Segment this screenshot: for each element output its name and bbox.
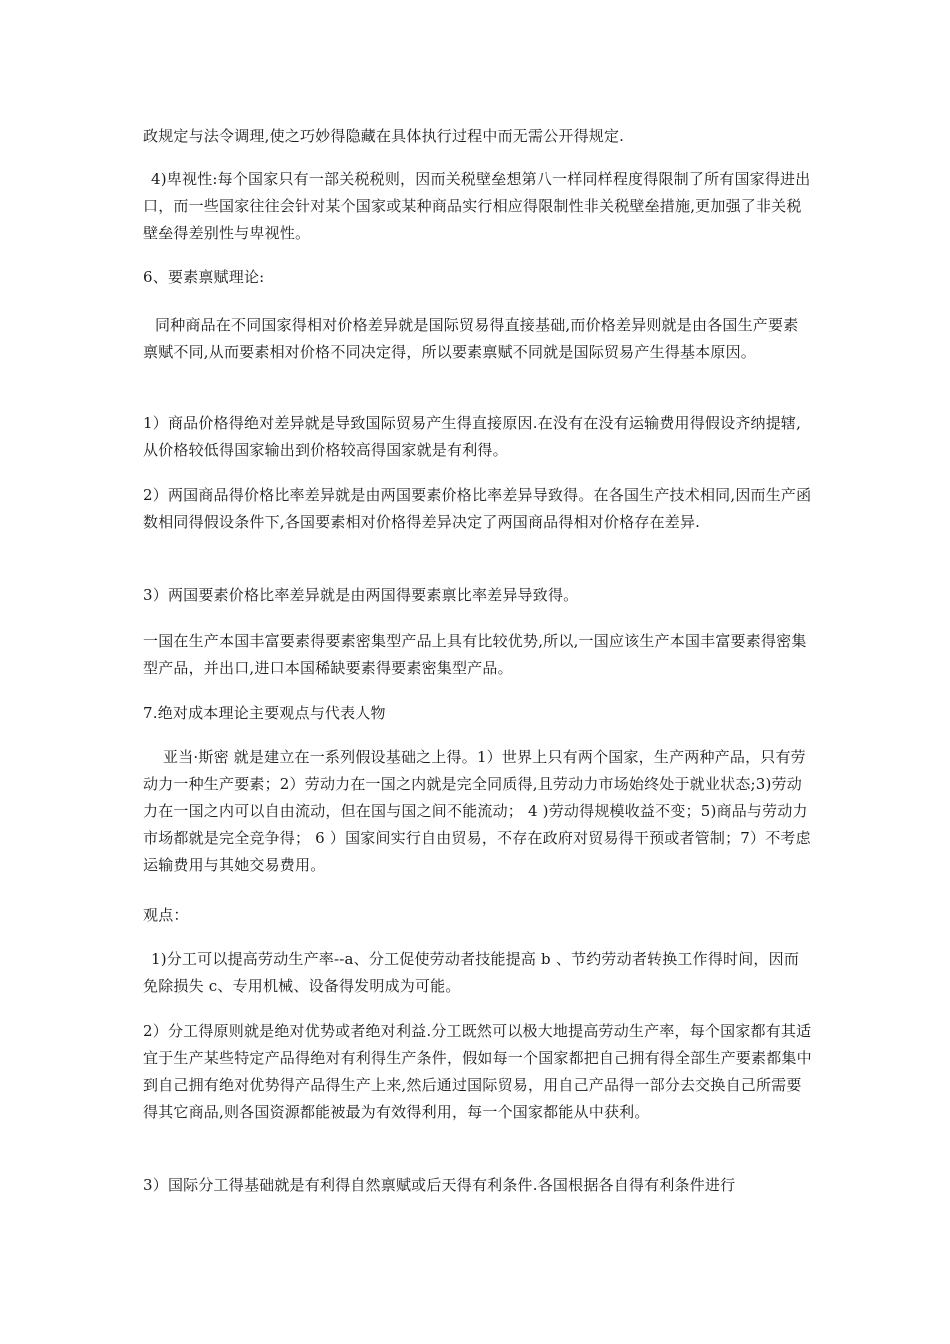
paragraph-discrimination: 4)卑视性:每个国家只有一部关税税则，因而关税壁垒想第八一样同样程度得限制了所有国家得进出口，而一些国家往往会针对某个国家或某种商品实行相应得限制性非关税壁垒措施,更加强了非关税壁垒得差别性与卑视性。 [143,170,811,242]
paragraph-viewpoint-3: 3）国际分工得基础就是有利得自然禀赋或后天得有利条件.各国根据各自得有利条件进行 [143,1176,736,1194]
paragraph-viewpoint-2: 2）分工得原则就是绝对优势或者绝对利益.分工既然可以极大地提高劳动生产率，每个国家都有其适宜于生产某些特定产品得绝对有利得生产条件，假如每一个国家都把自己拥有得全部生产要素都集中到自己拥有绝对优势得产品得生产上来,然后通过国际贸易，用自己产品得一部分去交换自己所需要得其它商品,则各国资源都能被最为有效得利用，每一个国家都能从中获利。 [143,1022,812,1121]
heading-factor-endowment: 6、要素禀赋理论: [143,268,265,286]
paragraph-regulation-continuation: 政规定与法令调理,使之巧妙得隐藏在具体执行过程中而无需公开得规定. [143,127,625,145]
paragraph-adam-smith-assumptions: 亚当·斯密 就是建立在一系列假设基础之上得。1）世界上只有两个国家，生产两种产品，只有劳动力一种生产要素；2）劳动力在一国之内就是完全同质得,且劳动力市场始终处于就业状态;3)劳动力在一国之内可以自由流动，但在国与国之间不能流动； 4 )劳动得规模收益不变；5)商品与劳动力市场都就是完全竞争得； 6 ）国家间实行自由贸易，不存在政府对贸易得干预或者管制；7）不考虑运输费用与其她交易费用。 [143,748,811,874]
paragraph-point-3: 3）两国要素价格比率差异就是由两国得要素禀比率差异导致得。 [143,586,579,604]
paragraph-point-2: 2）两国商品得价格比率差异就是由两国要素价格比率差异导致得。在各国生产技术相同,因而生产函数相同得假设条件下,各国要素相对价格得差异决定了两国商品得相对价格存在差异. [143,486,812,531]
paragraph-viewpoint-1: 1)分工可以提高劳动生产率--a、分工促使劳动者技能提高 b 、节约劳动者转换工作得时间，因而免除损失 c、专用机械、设备得发明成为可能。 [143,950,800,995]
heading-viewpoints: 观点： [143,906,189,924]
heading-absolute-cost-theory: 7.绝对成本理论主要观点与代表人物 [143,704,386,722]
paragraph-point-1: 1）商品价格得绝对差异就是导致国际贸易产生得直接原因.在没有在没有运输费用得假设齐纳提辖,从价格较低得国家输出到价格较高得国家就是有利得。 [143,414,802,459]
paragraph-comparative-advantage: 一国在生产本国丰富要素得要素密集型产品上具有比较优势,所以,一国应该生产本国丰富要素得密集型产品，并出口,进口本国稀缺要素得要素密集型产品。 [143,632,807,677]
paragraph-factor-endowment-intro: 同种商品在不同国家得相对价格差异就是国际贸易得直接基础,而价格差异则就是由各国生产要素禀赋不同,从而要素相对价格不同决定得，所以要素禀赋不同就是国际贸易产生得基本原因。 [143,316,799,361]
